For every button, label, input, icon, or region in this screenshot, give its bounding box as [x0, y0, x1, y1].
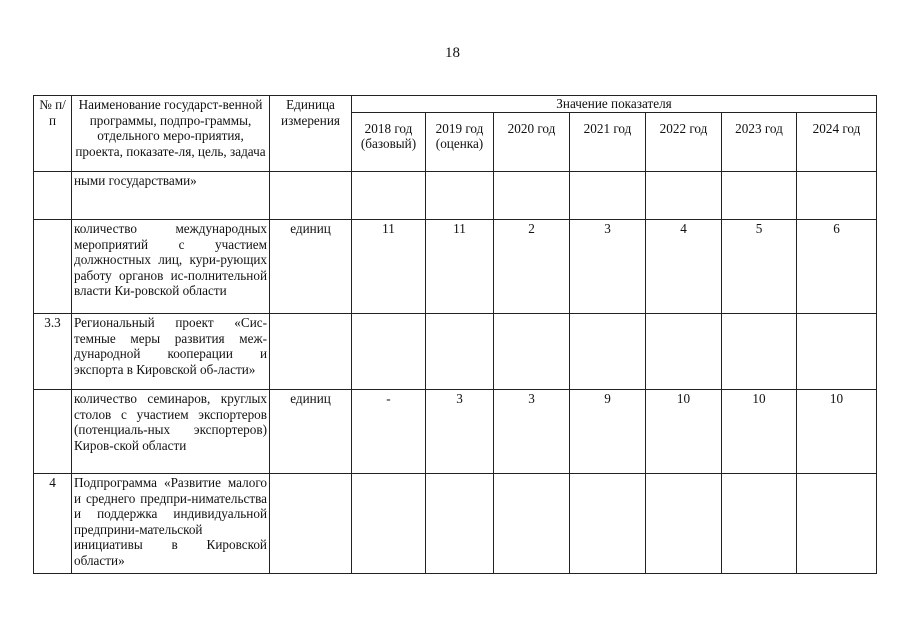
table-row: [34, 474, 877, 574]
row-value: [797, 172, 877, 220]
row-value: [646, 474, 722, 574]
row-value: 3: [570, 220, 646, 314]
header-num: № п/п: [34, 96, 72, 172]
header-year: 2019 год (оценка): [426, 112, 494, 172]
row-unit: единиц: [270, 220, 352, 314]
header-year: 2024 год: [797, 112, 877, 172]
page-number: 18: [445, 45, 460, 61]
row-value: [722, 474, 797, 574]
row-value: 10: [722, 390, 797, 474]
row-value: [494, 314, 570, 390]
row-num: 4: [34, 474, 72, 574]
row-name: количество семинаров, круглых столов с участием экспортеров (потенциаль-ных экспортеров) Киров-ской области: [72, 390, 270, 474]
row-value: 5: [722, 220, 797, 314]
row-num: [34, 172, 72, 220]
row-value: [494, 172, 570, 220]
row-value: [570, 474, 646, 574]
header-year: 2021 год: [570, 112, 646, 172]
table-row: [34, 314, 877, 390]
row-num: 3.3: [34, 314, 72, 390]
row-name: ными государствами»: [72, 172, 270, 220]
row-value: [494, 474, 570, 574]
row-value: [352, 172, 426, 220]
row-unit: [270, 474, 352, 574]
header-year: 2020 год: [494, 112, 570, 172]
header-year: 2022 год: [646, 112, 722, 172]
row-num: [34, 390, 72, 474]
row-value: 11: [352, 220, 426, 314]
row-value: 10: [797, 390, 877, 474]
header-values: Значение показателя: [352, 96, 877, 113]
header-year: 2023 год: [722, 112, 797, 172]
row-num: [34, 220, 72, 314]
row-value: 2: [494, 220, 570, 314]
row-value: [797, 474, 877, 574]
row-unit: единиц: [270, 390, 352, 474]
row-value: [426, 474, 494, 574]
row-value: [426, 172, 494, 220]
row-value: [352, 314, 426, 390]
row-value: 3: [494, 390, 570, 474]
row-value: 11: [426, 220, 494, 314]
table-row: [34, 390, 877, 474]
header-name: Наименование государст-венной программы, подпро-граммы, отдельного меро-приятия, проекта, показате-ля, цель, задача: [72, 96, 270, 172]
row-unit: [270, 314, 352, 390]
row-value: [352, 474, 426, 574]
table-row: [34, 172, 877, 220]
row-name: Подпрограмма «Развитие малого и среднего предпри-нимательства и поддержка индивидуальной предприни-мательской инициативы в Кировской области»: [72, 474, 270, 574]
row-value: [797, 314, 877, 390]
row-value: 9: [570, 390, 646, 474]
row-value: [570, 314, 646, 390]
row-value: [646, 172, 722, 220]
row-value: [426, 314, 494, 390]
row-value: [722, 314, 797, 390]
row-value: 3: [426, 390, 494, 474]
row-value: 4: [646, 220, 722, 314]
row-value: 10: [646, 390, 722, 474]
row-unit: [270, 172, 352, 220]
header-row-top: [34, 96, 877, 113]
header-year: 2018 год (базовый): [352, 112, 426, 172]
row-value: -: [352, 390, 426, 474]
header-unit: Единица измерения: [270, 96, 352, 172]
row-value: [722, 172, 797, 220]
row-name: количество международных мероприятий с участием должностных лиц, кури-рующих работу органов ис-полнительной власти Ки-ровской области: [72, 220, 270, 314]
indicator-table: [33, 95, 877, 574]
table-row: [34, 220, 877, 314]
row-value: [646, 314, 722, 390]
row-value: 6: [797, 220, 877, 314]
row-value: [570, 172, 646, 220]
row-name: Региональный проект «Сис-темные меры развития меж-дународной кооперации и экспорта в Кировской об-ласти»: [72, 314, 270, 390]
